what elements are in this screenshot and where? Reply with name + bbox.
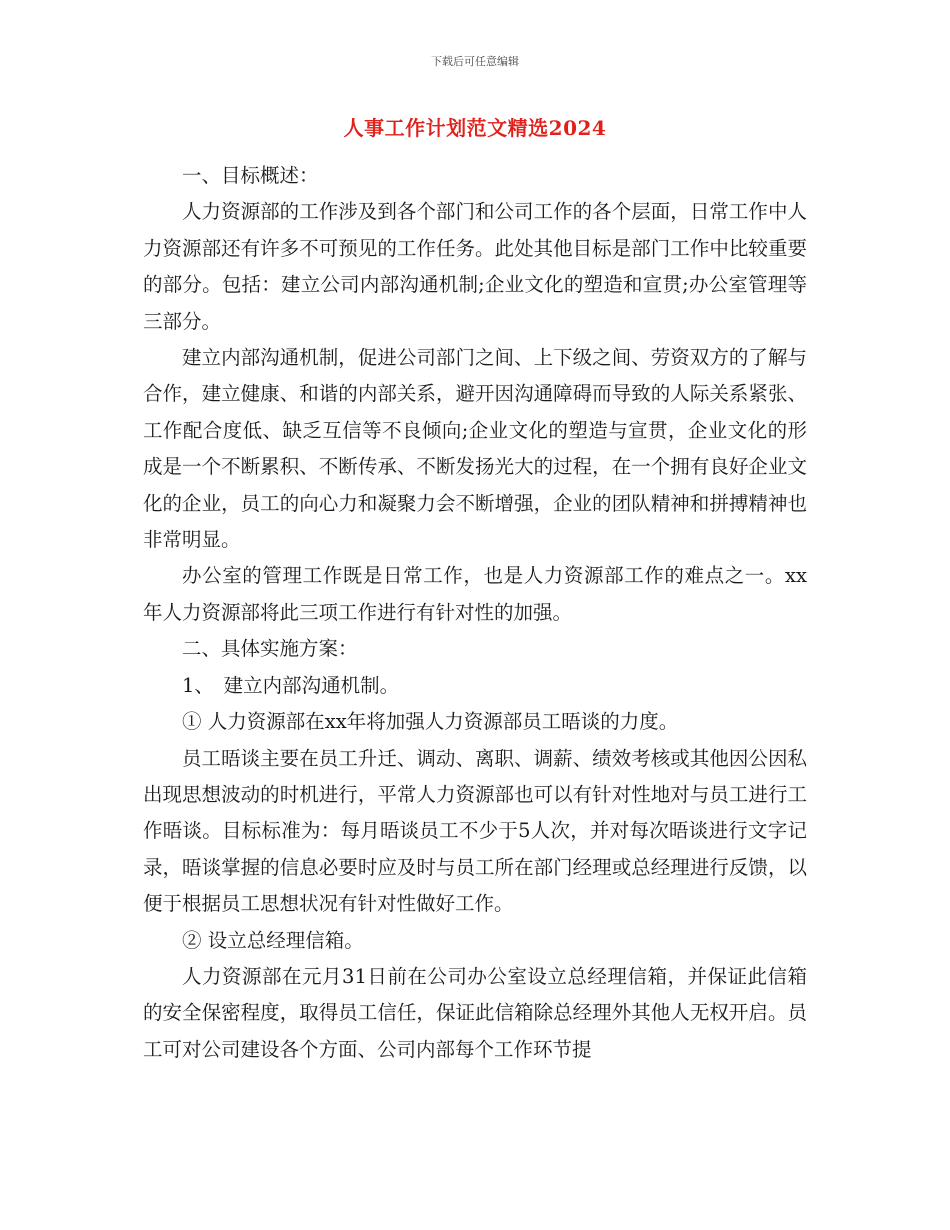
sub-item-1: ① 人力资源部在xx年将加强人力资源部员工晤谈的力度。 [182, 710, 679, 734]
section-heading-plan: 二、具体实施方案： [182, 637, 358, 661]
list-item-1: 1、 建立内部沟通机制。 [182, 673, 400, 697]
document-body [143, 158, 807, 1068]
header-note: 下载后可任意编辑 [431, 55, 519, 68]
paragraph-interviews: 员工晤谈主要在员工升迁、调动、离职、调薪、绩效考核或其他因公因私出现思想波动的时机进行，平常人力资源部也可以有针对性地对与员工进行工作晤谈。目标标准为：每月晤谈员工不少于5人次，并对每次晤谈进行文字记录，晤谈掌握的信息必要时应及时与员工所在部门经理或总经理进行反馈，以便于根据员工思想状况有针对性做好工作。 [143, 746, 807, 916]
paragraph-mailbox: 人力资源部在元月31日前在公司办公室设立总经理信箱，并保证此信箱的安全保密程度，取得员工信任，保证此信箱除总经理外其他人无权开启。员工可对公司建设各个方面、公司内部每个工作环节提 [143, 964, 807, 1061]
paragraph-hr-scope: 人力资源部的工作涉及到各个部门和公司工作的各个层面，日常工作中人力资源部还有许多不可预见的工作任务。此处其他目标是部门工作中比较重要的部分。包括：建立公司内部沟通机制;企业文化的塑造和宣贯;办公室管理等三部分。 [143, 200, 807, 333]
document-title: 人事工作计划范文精选2024 [343, 116, 607, 140]
sub-item-2: ② 设立总经理信箱。 [182, 928, 364, 952]
paragraph-office-management: 办公室的管理工作既是日常工作，也是人力资源部工作的难点之一。xx年人力资源部将此三项工作进行有针对性的加强。 [143, 564, 807, 624]
section-heading-goals: 一、目标概述： [182, 164, 319, 187]
paragraph-communication: 建立内部沟通机制，促进公司部门之间、上下级之间、劳资双方的了解与合作，建立健康、和谐的内部关系，避开因沟通障碍而导致的人际关系紧张、工作配合度低、缺乏互信等不良倾向;企业文化的塑造与宣贯，企业文化的形成是一个不断累积、不断传承、不断发扬光大的过程，在一个拥有良好企业文化的企业，员工的向心力和凝聚力会不断增强，企业的团队精神和拼搏精神也非常明显。 [143, 346, 807, 552]
